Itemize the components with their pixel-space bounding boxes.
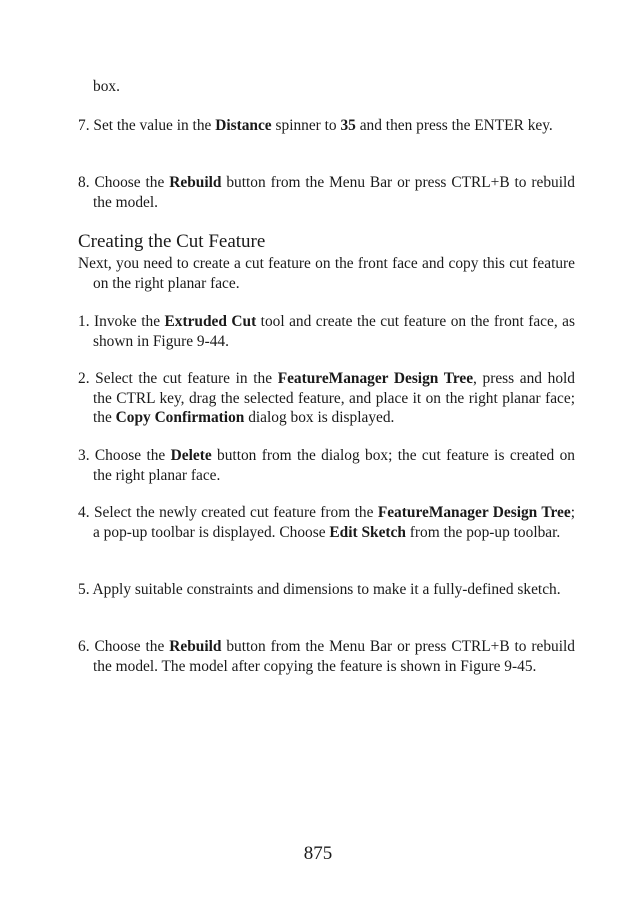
continued-text: box.	[93, 78, 120, 95]
section-intro: Next, you need to create a cut feature on the front face and copy this cut feature on the right planar face.	[78, 255, 575, 292]
extruded-cut-term: Extruded Cut	[164, 313, 257, 330]
distance-term: Distance	[215, 117, 272, 134]
page-number: 875	[303, 843, 333, 864]
rebuild-term: Rebuild	[169, 174, 222, 191]
step-number: 4.	[78, 504, 90, 521]
step-5: 5. Apply suitable constraints and dimensions to make it a fully-defined sketch.	[78, 581, 561, 598]
copy-confirmation-term: Copy Confirmation	[115, 409, 245, 426]
step-number: 7.	[78, 117, 90, 134]
step-8: 8. Choose the Rebuild button from the Menu Bar or press CTRL+B to rebuild the model.	[78, 174, 575, 211]
step-number: 1.	[78, 313, 90, 330]
step-number: 8.	[78, 174, 90, 191]
section-heading: Creating the Cut Feature	[78, 231, 266, 252]
step-7: 7. Set the value in the Distance spinner to 35 and then press the ENTER key.	[78, 117, 553, 134]
step-3: 3. Choose the Delete button from the dialog box; the cut feature is created on the right planar face.	[78, 447, 575, 484]
step-number: 3.	[78, 447, 90, 464]
feature-manager-term: FeatureManager Design Tree	[277, 370, 474, 387]
step-2: 2. Select the cut feature in the FeatureManager Design Tree, press and hold the CTRL key, drag the selected feature, and place it on the right planar face; the Copy Confirmation dialog box is displayed.	[78, 370, 575, 426]
step-1: 1. Invoke the Extruded Cut tool and create the cut feature on the front face, as shown in Figure 9-44.	[78, 313, 575, 350]
step-4: 4. Select the newly created cut feature from the FeatureManager Design Tree; a pop-up toolbar is displayed. Choose Edit Sketch from the pop-up toolbar.	[78, 504, 575, 541]
feature-manager-term: FeatureManager Design Tree	[377, 504, 571, 521]
step-number: 5.	[78, 581, 90, 598]
step-number: 6.	[78, 638, 90, 655]
value-term: 35	[340, 117, 356, 134]
step-6: 6. Choose the Rebuild button from the Menu Bar or press CTRL+B to rebuild the model. The model after copying the feature is shown in Figure 9-45.	[78, 638, 575, 675]
delete-term: Delete	[170, 447, 212, 464]
step-number: 2.	[78, 370, 90, 387]
edit-sketch-term: Edit Sketch	[329, 523, 406, 541]
rebuild-term: Rebuild	[169, 638, 222, 655]
